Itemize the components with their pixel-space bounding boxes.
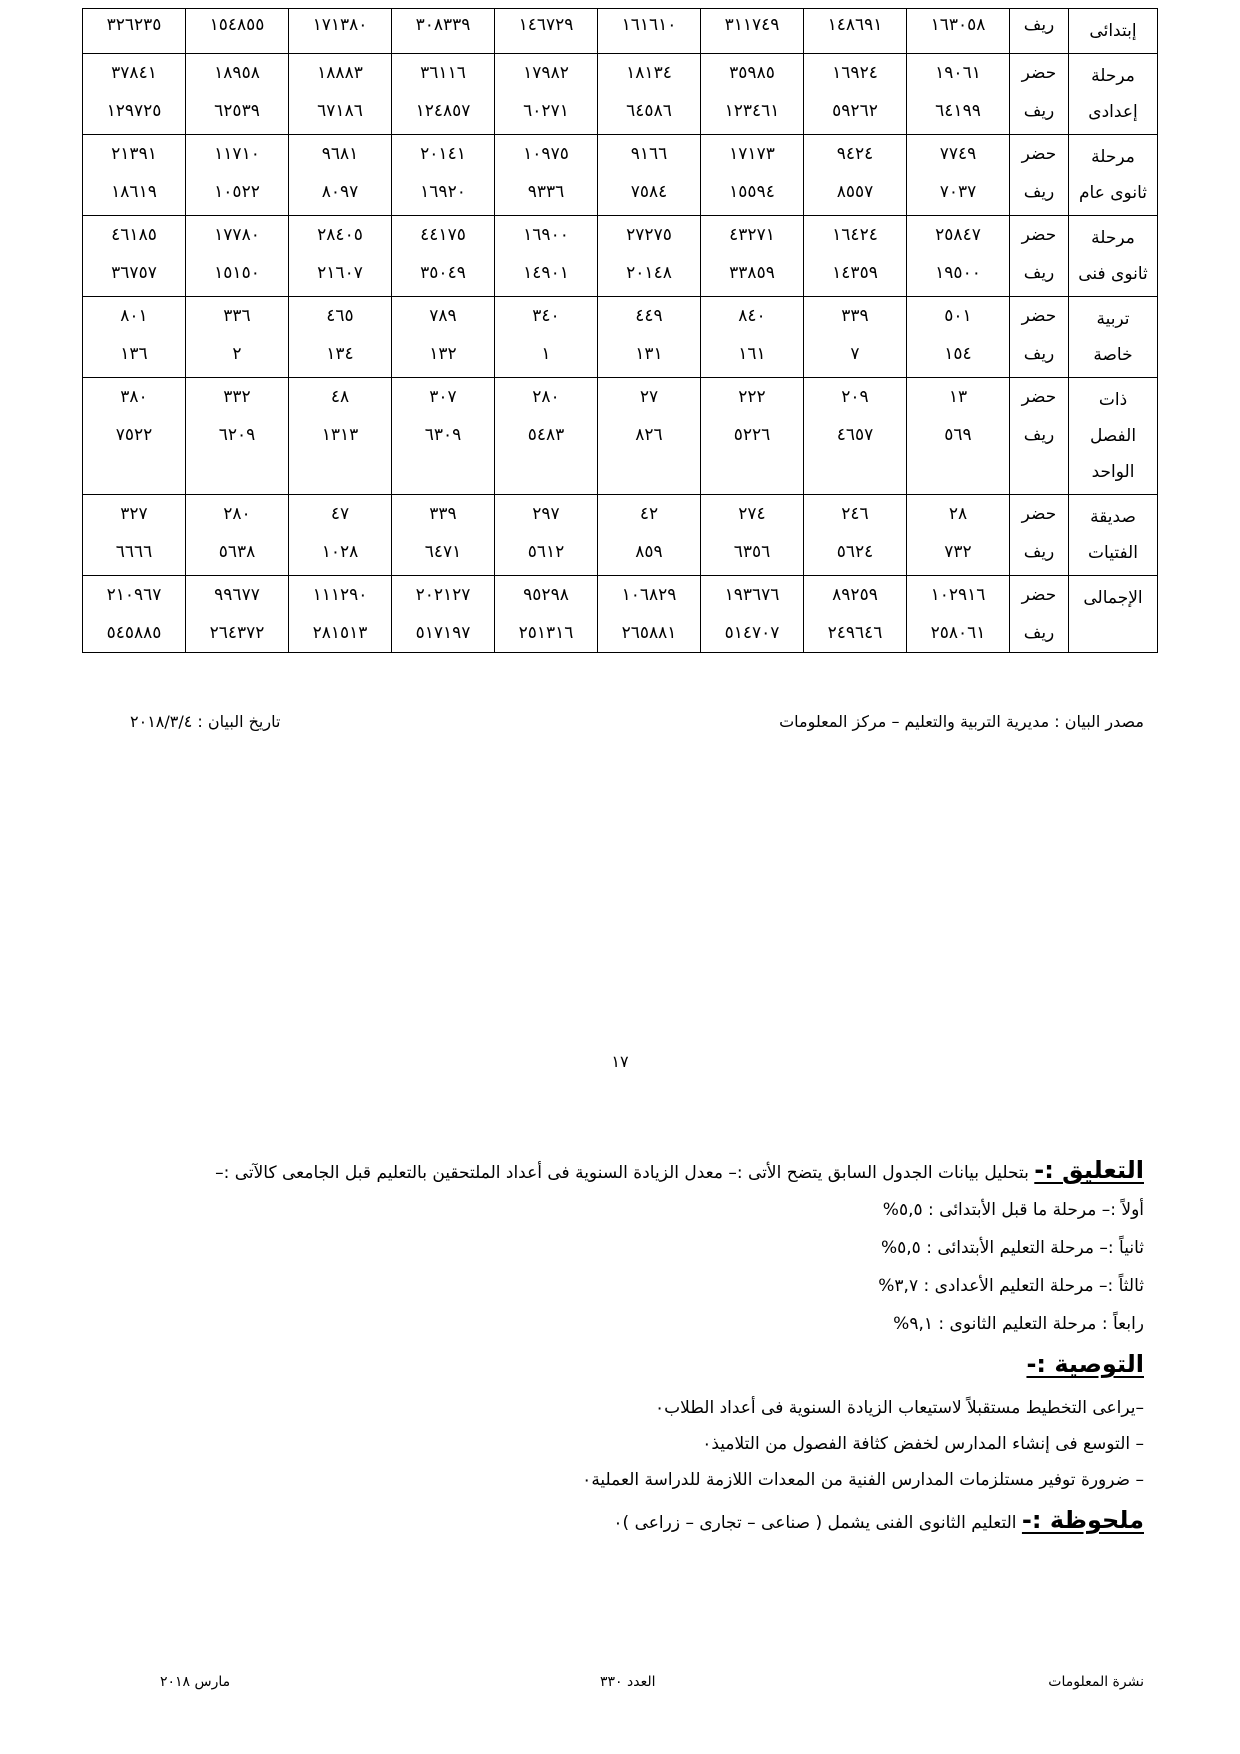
- table-row: [83, 576, 1158, 653]
- value-number: ١٧١٧٣: [729, 144, 775, 164]
- value-number: ٣٦١١٦: [420, 63, 466, 83]
- value-cell: [907, 216, 1010, 297]
- value-number: ٦٣٥٦: [733, 542, 771, 562]
- value-number: ٢٨: [948, 504, 968, 524]
- value-cell: [804, 135, 907, 216]
- value-number: ٣٠٧: [429, 387, 457, 407]
- value-number: ٣٥٩٨٥: [729, 63, 775, 83]
- value-number: ٢٨٠: [532, 387, 560, 407]
- value-number: ٥٤٨٣: [527, 425, 565, 445]
- value-cell: [907, 54, 1010, 135]
- table-row: [83, 495, 1158, 576]
- stage-cell: ذات الفصل الواحد: [1069, 378, 1158, 495]
- value-cell: [186, 378, 289, 495]
- value-number: ٩٩٦٧٧: [214, 585, 260, 605]
- value-number: ١٦٩٢٠: [420, 182, 466, 202]
- value-number: ٧٣٢: [944, 542, 972, 562]
- value-number: ٤٤٩: [635, 306, 663, 326]
- value-number: ٦٤٥٨٦: [626, 101, 672, 121]
- value-cell: [392, 378, 495, 495]
- value-number: ٣٨٠: [120, 387, 148, 407]
- value-number: ٢٧٢٧٥: [626, 225, 672, 245]
- value-cell: [804, 297, 907, 378]
- value-number: ١٠٩٧٥: [523, 144, 569, 164]
- value-number: ١٦١: [738, 344, 766, 364]
- note-heading: ملحوظة :-: [1021, 1506, 1144, 1534]
- value-number: ٢٥٨٤٧: [935, 225, 981, 245]
- value-number: ٩٣٣٦: [527, 182, 565, 202]
- value-cell: [804, 54, 907, 135]
- value-number: ٢٠٩: [841, 387, 869, 407]
- value-cell: [495, 54, 598, 135]
- value-number: ٨٥٩: [635, 542, 663, 562]
- value-number: ٢٧٤: [738, 504, 766, 524]
- stage-cell: مرحلة ثانوى فنى: [1069, 216, 1158, 297]
- value-cell: [289, 216, 392, 297]
- value-cell: [289, 297, 392, 378]
- table-row: [83, 54, 1158, 135]
- value-number: ١٦٤٢٤: [832, 225, 878, 245]
- area-cell: [1010, 135, 1069, 216]
- value-cell: [186, 297, 289, 378]
- value-number: ٢٠١٤٨: [626, 263, 672, 283]
- value-number: ٢٤٦: [841, 504, 869, 524]
- comment-heading: التعليق :-: [1034, 1156, 1144, 1184]
- footer-issue: العدد ٣٣٠: [600, 1674, 656, 1690]
- value-cell: [289, 495, 392, 576]
- value-cell: [907, 378, 1010, 495]
- value-number: ١٣٢: [429, 344, 457, 364]
- area-cell: [1010, 576, 1069, 653]
- value-cell: [83, 9, 186, 54]
- value-number: ٦٣٠٩: [424, 425, 462, 445]
- value-number: ١٣: [948, 387, 968, 407]
- value-number: ١٦١٦١٠: [621, 15, 677, 35]
- value-cell: [289, 576, 392, 653]
- value-cell: [495, 297, 598, 378]
- value-number: ١: [541, 344, 551, 364]
- value-number: ٥٢٢٦: [733, 425, 771, 445]
- area-label: حضر: [1021, 144, 1057, 164]
- recommendation-item: –يراعى التخطيط مستقبلاً لاستيعاب الزيادة السنوية فى أعداد الطلاب٠: [655, 1398, 1144, 1418]
- value-number: ٨٠١: [120, 306, 148, 326]
- value-cell: [907, 297, 1010, 378]
- area-label: حضر: [1021, 225, 1057, 245]
- area-label: ريف: [1023, 542, 1055, 562]
- area-label: حضر: [1021, 306, 1057, 326]
- value-number: ١٩٣٦٧٦: [724, 585, 780, 605]
- value-cell: [495, 135, 598, 216]
- value-cell: [83, 54, 186, 135]
- value-cell: [701, 378, 804, 495]
- value-number: ٨٤٠: [738, 306, 766, 326]
- value-cell: [804, 495, 907, 576]
- value-number: ٣٣٨٥٩: [729, 263, 775, 283]
- value-number: ٨٠٩٧: [321, 182, 359, 202]
- data-source: مصدر البيان : مديرية التربية والتعليم – مركز المعلومات: [779, 712, 1144, 731]
- value-cell: [83, 297, 186, 378]
- value-number: ٢٠٢١٢٧: [415, 585, 471, 605]
- value-number: ٣٢٧: [120, 504, 148, 524]
- area-label: حضر: [1021, 63, 1057, 83]
- value-number: ٥١٤٧٠٧: [724, 623, 780, 643]
- value-number: ٧٠٣٧: [939, 182, 977, 202]
- value-cell: [495, 216, 598, 297]
- value-number: ١٢٣٤٦١: [724, 101, 780, 121]
- value-cell: [83, 495, 186, 576]
- value-cell: [83, 576, 186, 653]
- value-number: ٥٠١: [944, 306, 972, 326]
- value-cell: [598, 576, 701, 653]
- value-number: ١٣١: [635, 344, 663, 364]
- area-cell: [1010, 9, 1069, 54]
- value-number: ٦٦٦٦: [115, 542, 153, 562]
- note-line: [613, 1506, 1144, 1534]
- value-cell: [907, 9, 1010, 54]
- value-number: ٣٤٠: [532, 306, 560, 326]
- value-cell: [598, 9, 701, 54]
- value-number: ٣١١٧٤٩: [724, 15, 780, 35]
- value-number: ٧: [850, 344, 860, 364]
- area-label: ريف: [1023, 623, 1055, 643]
- value-cell: [804, 216, 907, 297]
- value-cell: [83, 378, 186, 495]
- value-cell: [907, 576, 1010, 653]
- value-number: ٣٣٩: [841, 306, 869, 326]
- value-number: ٥٦٣٨: [218, 542, 256, 562]
- value-cell: [289, 9, 392, 54]
- value-number: ٤٦٥: [326, 306, 354, 326]
- value-cell: [186, 135, 289, 216]
- value-number: ٥١٧١٩٧: [415, 623, 471, 643]
- value-number: ٢٥١٣١٦: [518, 623, 574, 643]
- area-label: ريف: [1023, 263, 1055, 283]
- value-number: ٧٨٩: [429, 306, 457, 326]
- value-number: ١٣١٣: [321, 425, 359, 445]
- value-number: ٣٣٩: [429, 504, 457, 524]
- value-number: ٤٨: [330, 387, 350, 407]
- area-label: ريف: [1023, 15, 1055, 35]
- value-number: ٤٣٢٧١: [729, 225, 775, 245]
- comment-item: ثانياً :– مرحلة التعليم الأبتدائى : ٥,٥%: [880, 1238, 1144, 1258]
- value-number: ٩٦٨١: [321, 144, 359, 164]
- recommendation-item: – التوسع فى إنشاء المدارس لخفض كثافة الفصول من التلاميذ٠: [702, 1434, 1144, 1454]
- value-number: ١٩٠٦١: [935, 63, 981, 83]
- value-number: ٥٦١٢: [527, 542, 565, 562]
- value-number: ٢٨٤٠٥: [317, 225, 363, 245]
- value-number: ١٧٧٨٠: [214, 225, 260, 245]
- value-number: ٤٧: [330, 504, 350, 524]
- value-cell: [701, 576, 804, 653]
- value-number: ٢٦٥٨٨١: [621, 623, 677, 643]
- value-number: ٤٦٥٧: [836, 425, 874, 445]
- value-number: ١٠٢٨: [321, 542, 359, 562]
- value-number: ٣٠٨٣٣٩: [415, 15, 471, 35]
- comment-item: ثالثاً :– مرحلة التعليم الأعدادى : ٣,٧%: [878, 1276, 1144, 1296]
- value-number: ٥٩٢٦٢: [832, 101, 878, 121]
- value-number: ٢٧: [639, 387, 659, 407]
- area-cell: [1010, 297, 1069, 378]
- value-number: ١٥٤٨٥٥: [209, 15, 265, 35]
- value-number: ١٥١٥٠: [214, 263, 260, 283]
- stage-cell: صديقة الفتيات: [1069, 495, 1158, 576]
- value-number: ٨٩٢٥٩: [832, 585, 878, 605]
- value-cell: [804, 378, 907, 495]
- value-cell: [392, 135, 495, 216]
- area-cell: [1010, 54, 1069, 135]
- value-number: ٢: [232, 344, 242, 364]
- value-cell: [83, 216, 186, 297]
- area-cell: [1010, 216, 1069, 297]
- value-cell: [701, 216, 804, 297]
- data-date: تاريخ البيان : ٢٠١٨/٣/٤: [130, 712, 281, 731]
- value-cell: [289, 135, 392, 216]
- comment-item: رابعاً : مرحلة التعليم الثانوى : ٩,١%: [893, 1314, 1144, 1334]
- value-number: ٢٦٤٣٧٢: [209, 623, 265, 643]
- value-cell: [186, 9, 289, 54]
- value-number: ١٦٩٢٤: [832, 63, 878, 83]
- footer-publication: نشرة المعلومات: [1048, 1674, 1144, 1690]
- value-number: ١٦٣٠٥٨: [930, 15, 986, 35]
- value-number: ٦٤٧١: [424, 542, 462, 562]
- value-number: ١٢٤٨٥٧: [415, 101, 471, 121]
- area-label: ريف: [1023, 182, 1055, 202]
- value-cell: [907, 495, 1010, 576]
- recommendation-item: – ضرورة توفير مستلزمات المدارس الفنية من المعدات اللازمة للدراسة العملية٠: [582, 1470, 1144, 1490]
- stage-cell: مرحلة ثانوى عام: [1069, 135, 1158, 216]
- value-cell: [392, 9, 495, 54]
- value-number: ٢١٦٠٧: [317, 263, 363, 283]
- value-number: ٢٤٩٦٤٦: [827, 623, 883, 643]
- value-number: ٦٠٢٧١: [523, 101, 569, 121]
- value-cell: [392, 297, 495, 378]
- value-number: ٩٤٢٤: [836, 144, 874, 164]
- value-number: ٦٢٠٩: [218, 425, 256, 445]
- value-cell: [186, 54, 289, 135]
- statistics-table: [82, 8, 1158, 653]
- value-number: ٢٢٢: [738, 387, 766, 407]
- value-cell: [701, 297, 804, 378]
- value-cell: [392, 495, 495, 576]
- value-number: ٣٧٨٤١: [111, 63, 157, 83]
- value-number: ٢٥٨٠٦١: [930, 623, 986, 643]
- value-number: ١٢٩٧٢٥: [106, 101, 162, 121]
- value-number: ٣٦٧٥٧: [111, 263, 157, 283]
- value-cell: [598, 216, 701, 297]
- value-number: ١٤٣٥٩: [832, 263, 878, 283]
- stage-cell: تربية خاصة: [1069, 297, 1158, 378]
- value-number: ٧٧٤٩: [939, 144, 977, 164]
- value-number: ١٠٥٢٢: [214, 182, 260, 202]
- page-number: ١٧: [611, 1052, 629, 1071]
- area-label: حضر: [1021, 387, 1057, 407]
- value-cell: [598, 135, 701, 216]
- value-number: ٢٨٠: [223, 504, 251, 524]
- value-number: ٢١٣٩١: [111, 144, 157, 164]
- recommendation-heading: التوصية :-: [1026, 1350, 1144, 1378]
- value-cell: [186, 216, 289, 297]
- value-cell: [495, 9, 598, 54]
- value-number: ١٥٤: [944, 344, 972, 364]
- value-cell: [83, 135, 186, 216]
- stage-cell: الإجمالى: [1069, 576, 1158, 653]
- value-cell: [289, 54, 392, 135]
- value-number: ٢٩٧: [532, 504, 560, 524]
- value-number: ٥٦٩: [944, 425, 972, 445]
- value-cell: [701, 9, 804, 54]
- value-number: ١٨٦١٩: [111, 182, 157, 202]
- value-cell: [392, 216, 495, 297]
- area-label: حضر: [1021, 504, 1057, 524]
- footer-date: مارس ٢٠١٨: [160, 1674, 231, 1690]
- value-number: ٥٦٢٤: [836, 542, 874, 562]
- value-cell: [701, 495, 804, 576]
- value-cell: [289, 378, 392, 495]
- value-cell: [598, 378, 701, 495]
- table-row: [83, 378, 1158, 495]
- value-number: ٤٢: [639, 504, 659, 524]
- value-number: ٢٨١٥١٣: [312, 623, 368, 643]
- value-number: ٨٢٦: [635, 425, 663, 445]
- value-number: ١٥٥٩٤: [729, 182, 775, 202]
- area-label: حضر: [1021, 585, 1057, 605]
- value-cell: [186, 495, 289, 576]
- stage-cell: مرحلة إعدادى: [1069, 54, 1158, 135]
- value-number: ٦٧١٨٦: [317, 101, 363, 121]
- stage-cell: إبتدائى: [1069, 9, 1158, 54]
- value-cell: [495, 576, 598, 653]
- value-number: ٧٥٢٢: [115, 425, 153, 445]
- value-number: ١٤٦٧٢٩: [518, 15, 574, 35]
- value-number: ٨٥٥٧: [836, 182, 874, 202]
- area-label: ريف: [1023, 101, 1055, 121]
- area-cell: [1010, 495, 1069, 576]
- value-cell: [804, 576, 907, 653]
- value-cell: [598, 54, 701, 135]
- comment-line: [215, 1156, 1144, 1184]
- value-number: ١١٧١٠: [214, 144, 260, 164]
- value-number: ١١١٢٩٠: [312, 585, 368, 605]
- area-cell: [1010, 378, 1069, 495]
- value-number: ١٠٦٨٢٩: [621, 585, 677, 605]
- value-number: ٤٦١٨٥: [111, 225, 157, 245]
- value-cell: [701, 54, 804, 135]
- value-number: ٣٣٢: [223, 387, 251, 407]
- value-number: ٧٥٨٤: [630, 182, 668, 202]
- value-cell: [495, 495, 598, 576]
- value-number: ١٤٨٦٩١: [827, 15, 883, 35]
- table-row: [83, 9, 1158, 54]
- value-number: ٩٥٢٩٨: [523, 585, 569, 605]
- value-number: ١٨١٣٤: [626, 63, 672, 83]
- value-number: ٦٤١٩٩: [935, 101, 981, 121]
- value-number: ١٩٥٠٠: [935, 263, 981, 283]
- value-cell: [186, 576, 289, 653]
- value-number: ٦٢٥٣٩: [214, 101, 260, 121]
- value-number: ١٠٢٩١٦: [930, 585, 986, 605]
- value-cell: [907, 135, 1010, 216]
- value-number: ١٣٦: [120, 344, 148, 364]
- value-number: ١٤٩٠١: [523, 263, 569, 283]
- table-row: [83, 297, 1158, 378]
- value-number: ١٣٤: [326, 344, 354, 364]
- area-label: ريف: [1023, 344, 1055, 364]
- value-number: ١٨٨٨٣: [317, 63, 363, 83]
- value-number: ٣٥٠٤٩: [420, 263, 466, 283]
- table-row: [83, 135, 1158, 216]
- value-cell: [392, 54, 495, 135]
- value-cell: [804, 9, 907, 54]
- value-number: ٣٢٦٢٣٥: [106, 15, 162, 35]
- value-cell: [598, 297, 701, 378]
- note-text: التعليم الثانوى الفنى يشمل ( صناعى – تجارى – زراعى )٠: [613, 1513, 1017, 1533]
- table-row: [83, 216, 1158, 297]
- comment-intro: بتحليل بيانات الجدول السابق يتضح الأتى :– معدل الزيادة السنوية فى أعداد الملتحقين بالتعليم قبل الجامعى كالآتى :–: [215, 1163, 1029, 1183]
- value-number: ٥٤٥٨٨٥: [106, 623, 162, 643]
- value-number: ١٨٩٥٨: [214, 63, 260, 83]
- value-number: ٤٤١٧٥: [420, 225, 466, 245]
- value-cell: [495, 378, 598, 495]
- area-label: ريف: [1023, 425, 1055, 445]
- value-number: ١٧١٣٨٠: [312, 15, 368, 35]
- value-number: ٢١٠٩٦٧: [106, 585, 162, 605]
- value-number: ٩١٦٦: [630, 144, 668, 164]
- value-number: ١٧٩٨٢: [523, 63, 569, 83]
- value-number: ٢٠١٤١: [420, 144, 466, 164]
- value-cell: [701, 135, 804, 216]
- value-cell: [598, 495, 701, 576]
- value-cell: [392, 576, 495, 653]
- comment-item: أولاً :– مرحلة ما قبل الأبتدائى : ٥,٥%: [882, 1200, 1144, 1220]
- value-number: ١٦٩٠٠: [523, 225, 569, 245]
- value-number: ٣٣٦: [223, 306, 251, 326]
